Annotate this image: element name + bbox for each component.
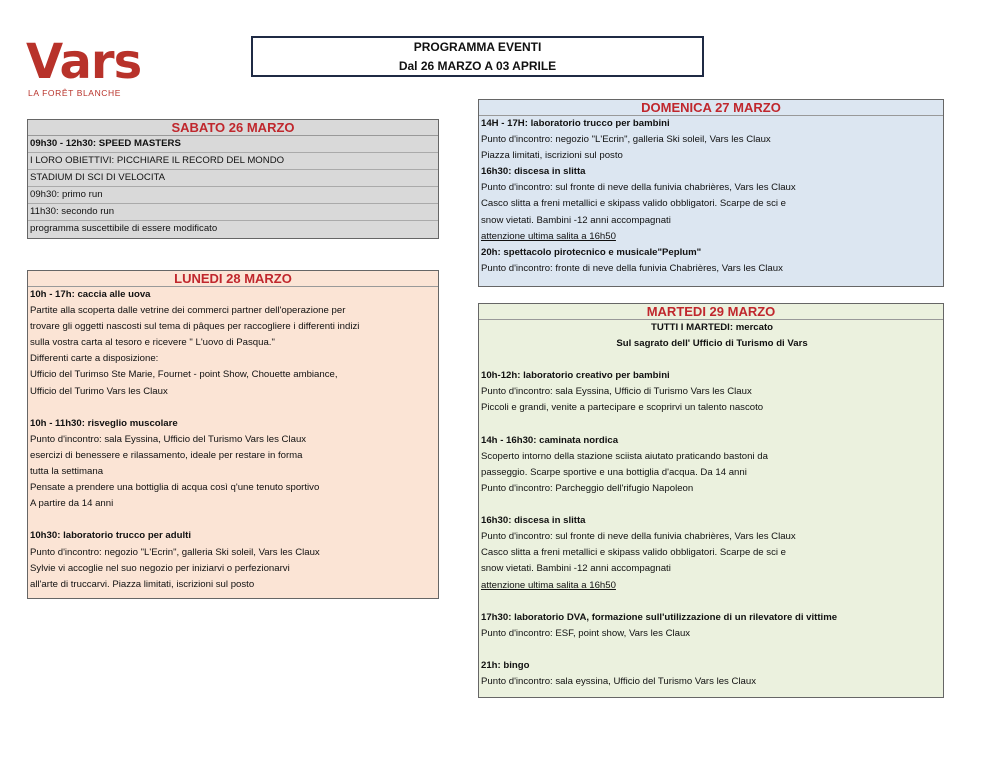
domenica-line: 16h30: discesa in slitta (481, 166, 586, 178)
lunedi-title: LUNEDI 28 MARZO (28, 271, 438, 287)
panel-domenica (478, 99, 944, 287)
lunedi-spacer (28, 400, 438, 416)
program-title-box (251, 36, 704, 77)
martedi-line: Sul sagrato dell' Ufficio di Turismo di Vars (616, 338, 808, 350)
martedi-line: passeggio. Scarpe sportive e una bottiglia d'acqua. Da 14 anni (481, 466, 747, 478)
panel-martedi (478, 303, 944, 698)
domenica-line: Punto d'incontro: negozio "L'Ecrin", galleria Ski soleil, Vars les Claux (481, 134, 771, 146)
martedi-spacer (479, 497, 943, 513)
sabato-line: STADIUM DI SCI DI VELOCITA (28, 170, 438, 187)
sabato-line: programma suscettibile di essere modificato (30, 223, 218, 235)
domenica-line: snow vietati. Bambini -12 anni accompagnati (481, 214, 671, 226)
martedi-line: Punto d'incontro: Parcheggio dell'rifugio Napoleon (481, 482, 694, 494)
sabato-line: 09h30: primo run (28, 187, 438, 204)
domenica-line: Piazza limitati, iscrizioni sul posto (481, 150, 623, 162)
domenica-line: attenzione ultima salita a 16h50 (481, 230, 616, 242)
panel-lunedi (27, 270, 439, 599)
lunedi-line: A partire da 14 anni (30, 498, 114, 510)
martedi-line: attenzione ultima salita a 16h50 (481, 579, 616, 591)
lunedi-line: Ufficio del Turimo Vars les Claux (30, 385, 168, 397)
martedi-line: 10h-12h: laboratorio creativo per bambini (481, 370, 670, 382)
sabato-line: 11h30: secondo run (28, 204, 438, 221)
martedi-line: 21h: bingo (481, 659, 530, 671)
lunedi-line: esercizi di benessere e rilassamento, ideale per restare in forma (30, 449, 303, 461)
lunedi-line: 10h30: laboratorio trucco per adulti (30, 530, 191, 542)
martedi-line: TUTTI I MARTEDI: mercato (650, 322, 774, 333)
program-dates: Dal 26 MARZO A 03 APRILE (398, 59, 557, 73)
domenica-line: Punto d'incontro: fronte di neve della funivia Chabrières, Vars les Claux (481, 262, 783, 274)
martedi-spacer (479, 642, 943, 658)
lunedi-line: Differenti carte a disposizione: (30, 353, 159, 365)
martedi-line: 14h - 16h30: caminata nordica (481, 434, 619, 446)
martedi-line: snow vietati. Bambini -12 anni accompagnati (481, 563, 671, 575)
sabato-line: I LORO OBIETTIVI: PICCHIARE IL RECORD DEL MONDO (28, 153, 438, 170)
martedi-title: MARTEDI 29 MARZO (479, 304, 943, 320)
lunedi-line: Sylvie vi accoglie nel suo negozio per iniziarvi o perfezionarvi (30, 562, 290, 574)
vars-logo (26, 34, 144, 104)
lunedi-line: Punto d'incontro: sala Eyssina, Ufficio del Turismo Vars les Claux (30, 433, 307, 445)
lunedi-line: trovare gli oggetti nascosti sul tema di pâques per raccogliere i differenti indizi (30, 321, 360, 333)
martedi-line: Punto d'incontro: sala eyssina, Ufficio del Turismo Vars les Claux (481, 676, 757, 688)
martedi-line: Scoperto intorno della stazione sciista aiutato praticando bastoni da (481, 450, 768, 462)
martedi-line: 16h30: discesa in slitta (481, 515, 586, 527)
logo-word: Vars (26, 34, 142, 90)
lunedi-line: tutta la settimana (30, 466, 104, 478)
program-title: PROGRAMMA EVENTI (413, 40, 542, 54)
martedi-line: Casco slitta a freni metallici e skipass valido obbligatori. Scarpe de sci e (481, 547, 787, 559)
martedi-spacer (479, 417, 943, 433)
martedi-line: Punto d'incontro: sala Eyssina, Ufficio di Turismo Vars les Claux (481, 386, 752, 398)
lunedi-line: 10h - 11h30: risveglio muscolare (30, 417, 178, 429)
lunedi-line: sulla vostra carta al tesoro e ricevere " L'uovo di Pasqua." (30, 337, 275, 349)
martedi-line: Punto d'incontro: sul fronte di neve della funivia chabrières, Vars les Claux (481, 531, 796, 543)
lunedi-line: Punto d'incontro: negozio "L'Ecrin", galleria Ski soleil, Vars les Claux (30, 546, 320, 558)
sabato-title: SABATO 26 MARZO (28, 120, 438, 136)
martedi-line: Piccoli e grandi, venite a partecipare e scoprirvi un talento nascoto (481, 402, 764, 414)
lunedi-line: all'arte di truccarvi. Piazza limitati, iscrizioni sul posto (30, 578, 255, 590)
domenica-line: 14H - 17H: laboratorio trucco per bambini (481, 118, 670, 129)
domenica-line: 20h: spettacolo pirotecnico e musicale"Peplum" (481, 246, 702, 258)
lunedi-line: Partite alla scoperta dalle vetrine dei commerci partner dell'operazione per (30, 305, 346, 317)
martedi-spacer (479, 594, 943, 610)
domenica-line: Casco slitta a freni metallici e skipass valido obbligatori. Scarpe de sci e (481, 198, 787, 210)
logo-tagline: LA FORÊT BLANCHE (28, 88, 122, 98)
martedi-spacer (479, 352, 943, 368)
lunedi-line: Pensate a prendere una bottiglia di acqua così q'une tenuto sportivo (30, 482, 320, 494)
domenica-line: Punto d'incontro: sul fronte di neve della funivia chabrières, Vars les Claux (481, 182, 796, 194)
martedi-line: Punto d'incontro: ESF, point show, Vars les Claux (481, 627, 691, 639)
lunedi-line: Ufficio del Turimso Ste Marie, Fournet - point Show, Chouette ambiance, (30, 369, 338, 381)
martedi-line: 17h30: laboratorio DVA, formazione sull'utilizzazione di un rilevatore di vittime (481, 611, 838, 623)
lunedi-line: 10h - 17h: caccia alle uova (30, 289, 151, 300)
lunedi-spacer (28, 512, 438, 528)
panel-sabato (27, 119, 439, 239)
domenica-title: DOMENICA 27 MARZO (479, 100, 943, 116)
sabato-line: 09h30 - 12h30: SPEED MASTERS (28, 136, 438, 153)
